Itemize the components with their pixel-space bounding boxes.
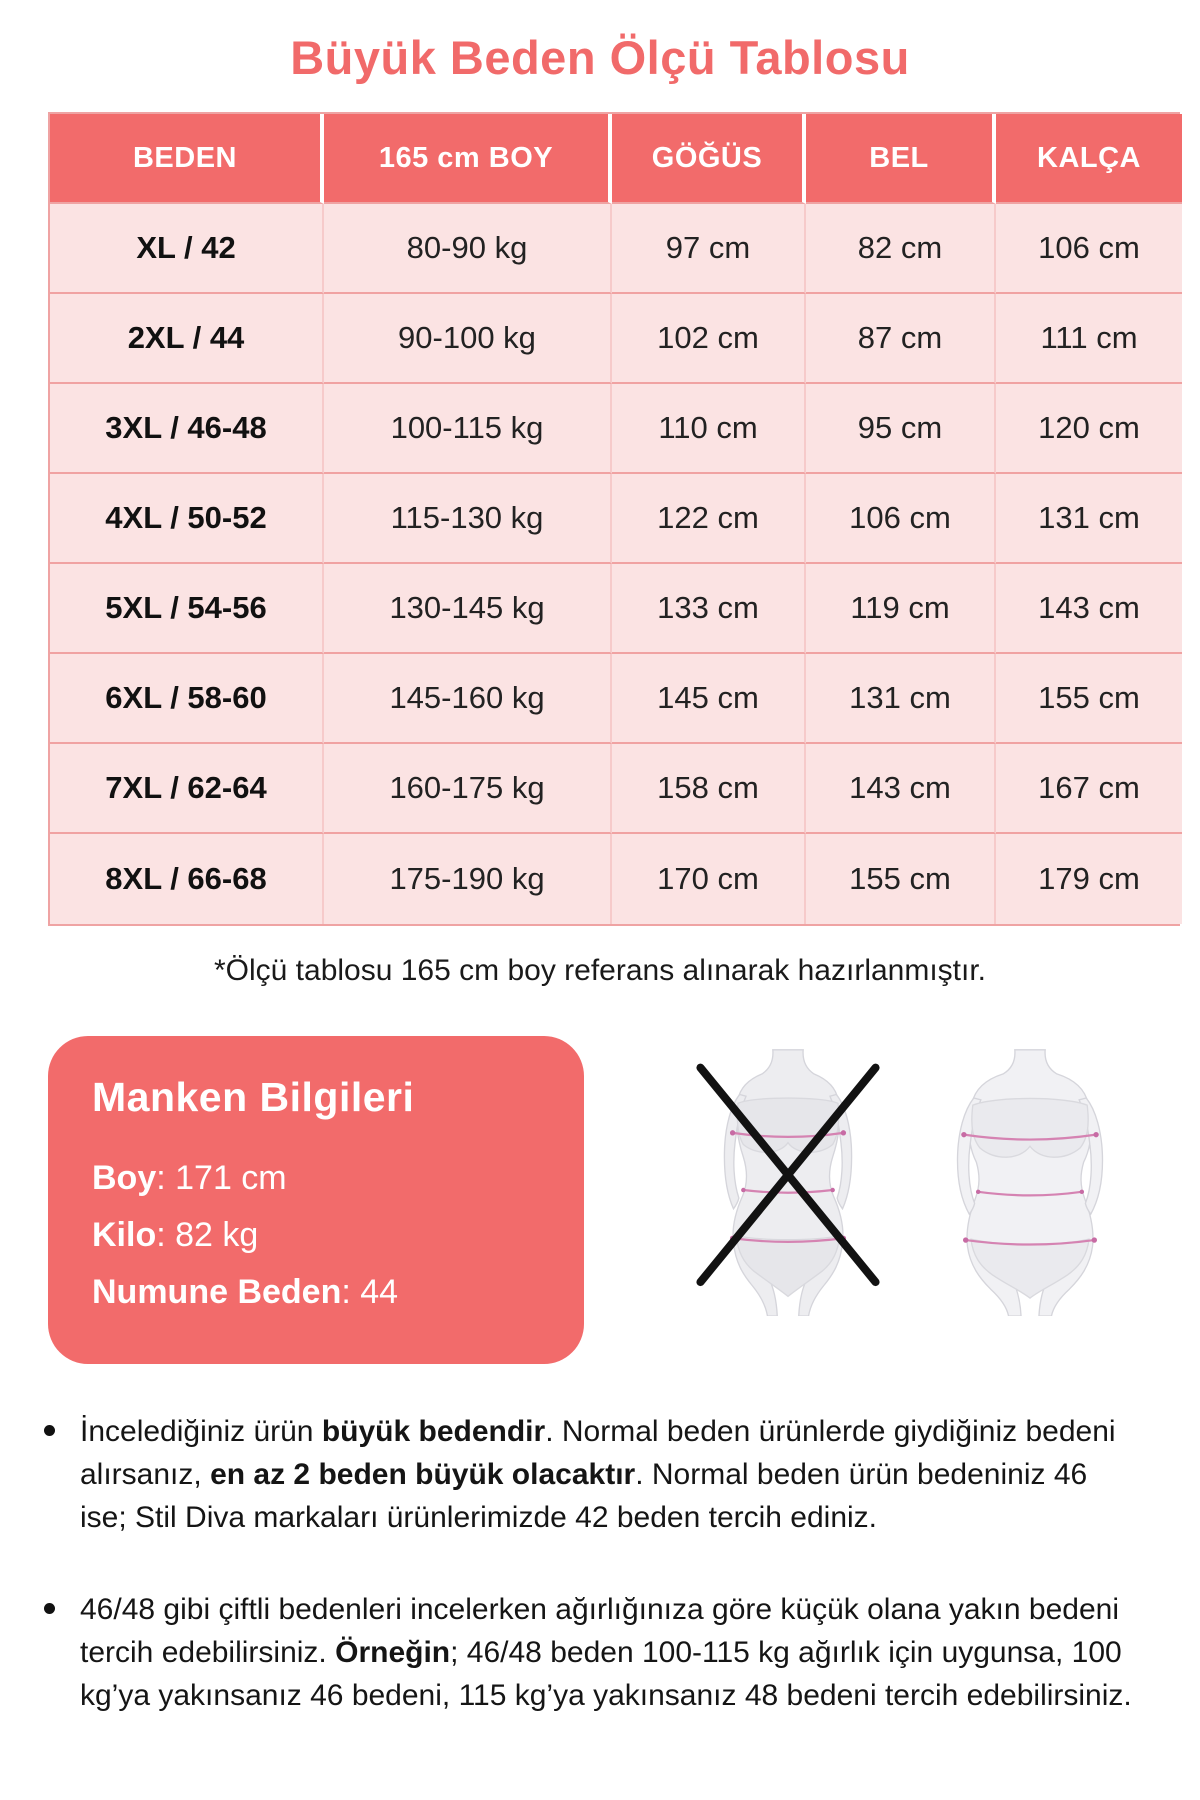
bullet-dot-icon (44, 1603, 55, 1614)
waist-cell: 155 cm (806, 834, 996, 924)
slim-body-illustration (682, 1048, 894, 1316)
note-text: İncelediğiniz ürün (80, 1415, 322, 1448)
note-text-bold: Örneğin (335, 1635, 451, 1669)
hip-cell: 131 cm (996, 474, 1182, 564)
body-figures (682, 1036, 1136, 1316)
weight-cell: 130-145 kg (324, 564, 612, 654)
chest-cell: 170 cm (612, 834, 806, 924)
weight-cell: 80-90 kg (324, 204, 612, 294)
hip-cell: 167 cm (996, 744, 1182, 834)
chest-cell: 97 cm (612, 204, 806, 294)
model-weight-line (92, 1216, 540, 1255)
notes-list (44, 1410, 1134, 1717)
hip-cell: 111 cm (996, 294, 1182, 384)
waist-cell: 87 cm (806, 294, 996, 384)
model-height-label: Boy (92, 1159, 157, 1197)
model-info-band (48, 1036, 1200, 1364)
weight-cell: 175-190 kg (324, 834, 612, 924)
model-weight-label: Kilo (92, 1216, 157, 1254)
waist-cell: 106 cm (806, 474, 996, 564)
size-cell: 8XL / 66-68 (50, 834, 324, 924)
chest-cell: 102 cm (612, 294, 806, 384)
table-header-beden: BEDEN (50, 114, 324, 204)
plus-size-body-figure (924, 1048, 1136, 1316)
weight-cell: 145-160 kg (324, 654, 612, 744)
model-height-line (92, 1159, 540, 1198)
page-title: Büyük Beden Ölçü Tablosu (290, 31, 910, 84)
hip-cell: 155 cm (996, 654, 1182, 744)
weight-cell: 160-175 kg (324, 744, 612, 834)
weight-cell: 115-130 kg (324, 474, 612, 564)
table-header-kalca: KALÇA (996, 114, 1182, 204)
model-sample-size-line (92, 1273, 540, 1312)
note-double-size-advice (44, 1588, 1134, 1718)
model-weight-value: : 82 kg (156, 1216, 259, 1254)
table-header-boy: 165 cm BOY (324, 114, 612, 204)
slim-panty (736, 1236, 840, 1297)
waist-cell: 95 cm (806, 384, 996, 474)
weight-cell: 90-100 kg (324, 294, 612, 384)
weight-cell: 100-115 kg (324, 384, 612, 474)
size-cell: 2XL / 44 (50, 294, 324, 384)
waist-cell: 131 cm (806, 654, 996, 744)
note-text: 46/48 gibi çiftli bedenleri incelerken ağırlığınıza göre küçük olana yakın bedeni tercih edebilirsiniz. (80, 1592, 1119, 1669)
waist-cell: 82 cm (806, 204, 996, 294)
note-text-bold: en az 2 beden büyük olacaktır (210, 1458, 636, 1492)
hip-cell: 179 cm (996, 834, 1182, 924)
note-text: . Normal beden ürünlerde giydiğiniz bedeni alırsanız, (80, 1415, 1116, 1492)
size-cell: 6XL / 58-60 (50, 654, 324, 744)
model-height-value: : 171 cm (156, 1159, 287, 1197)
note-text-bold: büyük bedendir (321, 1415, 546, 1448)
size-cell: 3XL / 46-48 (50, 384, 324, 474)
chest-cell: 122 cm (612, 474, 806, 564)
plus-panty (971, 1239, 1089, 1298)
slim-body-crossed-figure (682, 1048, 894, 1316)
waist-cell: 119 cm (806, 564, 996, 654)
note-plus-size-warning (44, 1410, 1134, 1540)
chest-cell: 158 cm (612, 744, 806, 834)
bullet-dot-icon (44, 1425, 55, 1436)
chest-cell: 145 cm (612, 654, 806, 744)
model-info-box (48, 1036, 584, 1364)
note-text: . Normal beden ürün bedeniniz 46 ise; Stil Diva markaları ürünlerimizde 42 beden tercih ediniz. (80, 1458, 1088, 1535)
hip-cell: 120 cm (996, 384, 1182, 474)
table-header-gogus: GÖĞÜS (612, 114, 806, 204)
chest-cell: 133 cm (612, 564, 806, 654)
waist-cell: 143 cm (806, 744, 996, 834)
chest-cell: 110 cm (612, 384, 806, 474)
size-table (48, 112, 1180, 926)
size-cell: 4XL / 50-52 (50, 474, 324, 564)
hip-cell: 106 cm (996, 204, 1182, 294)
size-cell: 7XL / 62-64 (50, 744, 324, 834)
model-sample-size-value: : 44 (341, 1273, 399, 1311)
table-footnote: *Ölçü tablosu 165 cm boy referans alınarak hazırlanmıştır. (213, 954, 987, 987)
model-sample-size-label: Numune Beden (92, 1273, 342, 1311)
note-text: ; 46/48 beden 100-115 kg ağırlık için uygunsa, 100 kg’ya yakınsanız 46 bedeni, 115 kg’ya yakınsanız 48 bedeni tercih edebilirsiniz. (80, 1635, 1132, 1712)
table-header-bel: BEL (806, 114, 996, 204)
size-cell: XL / 42 (50, 204, 324, 294)
model-info-title: Manken Bilgileri (92, 1074, 415, 1120)
hip-cell: 143 cm (996, 564, 1182, 654)
plus-size-body-illustration (924, 1048, 1136, 1316)
size-cell: 5XL / 54-56 (50, 564, 324, 654)
